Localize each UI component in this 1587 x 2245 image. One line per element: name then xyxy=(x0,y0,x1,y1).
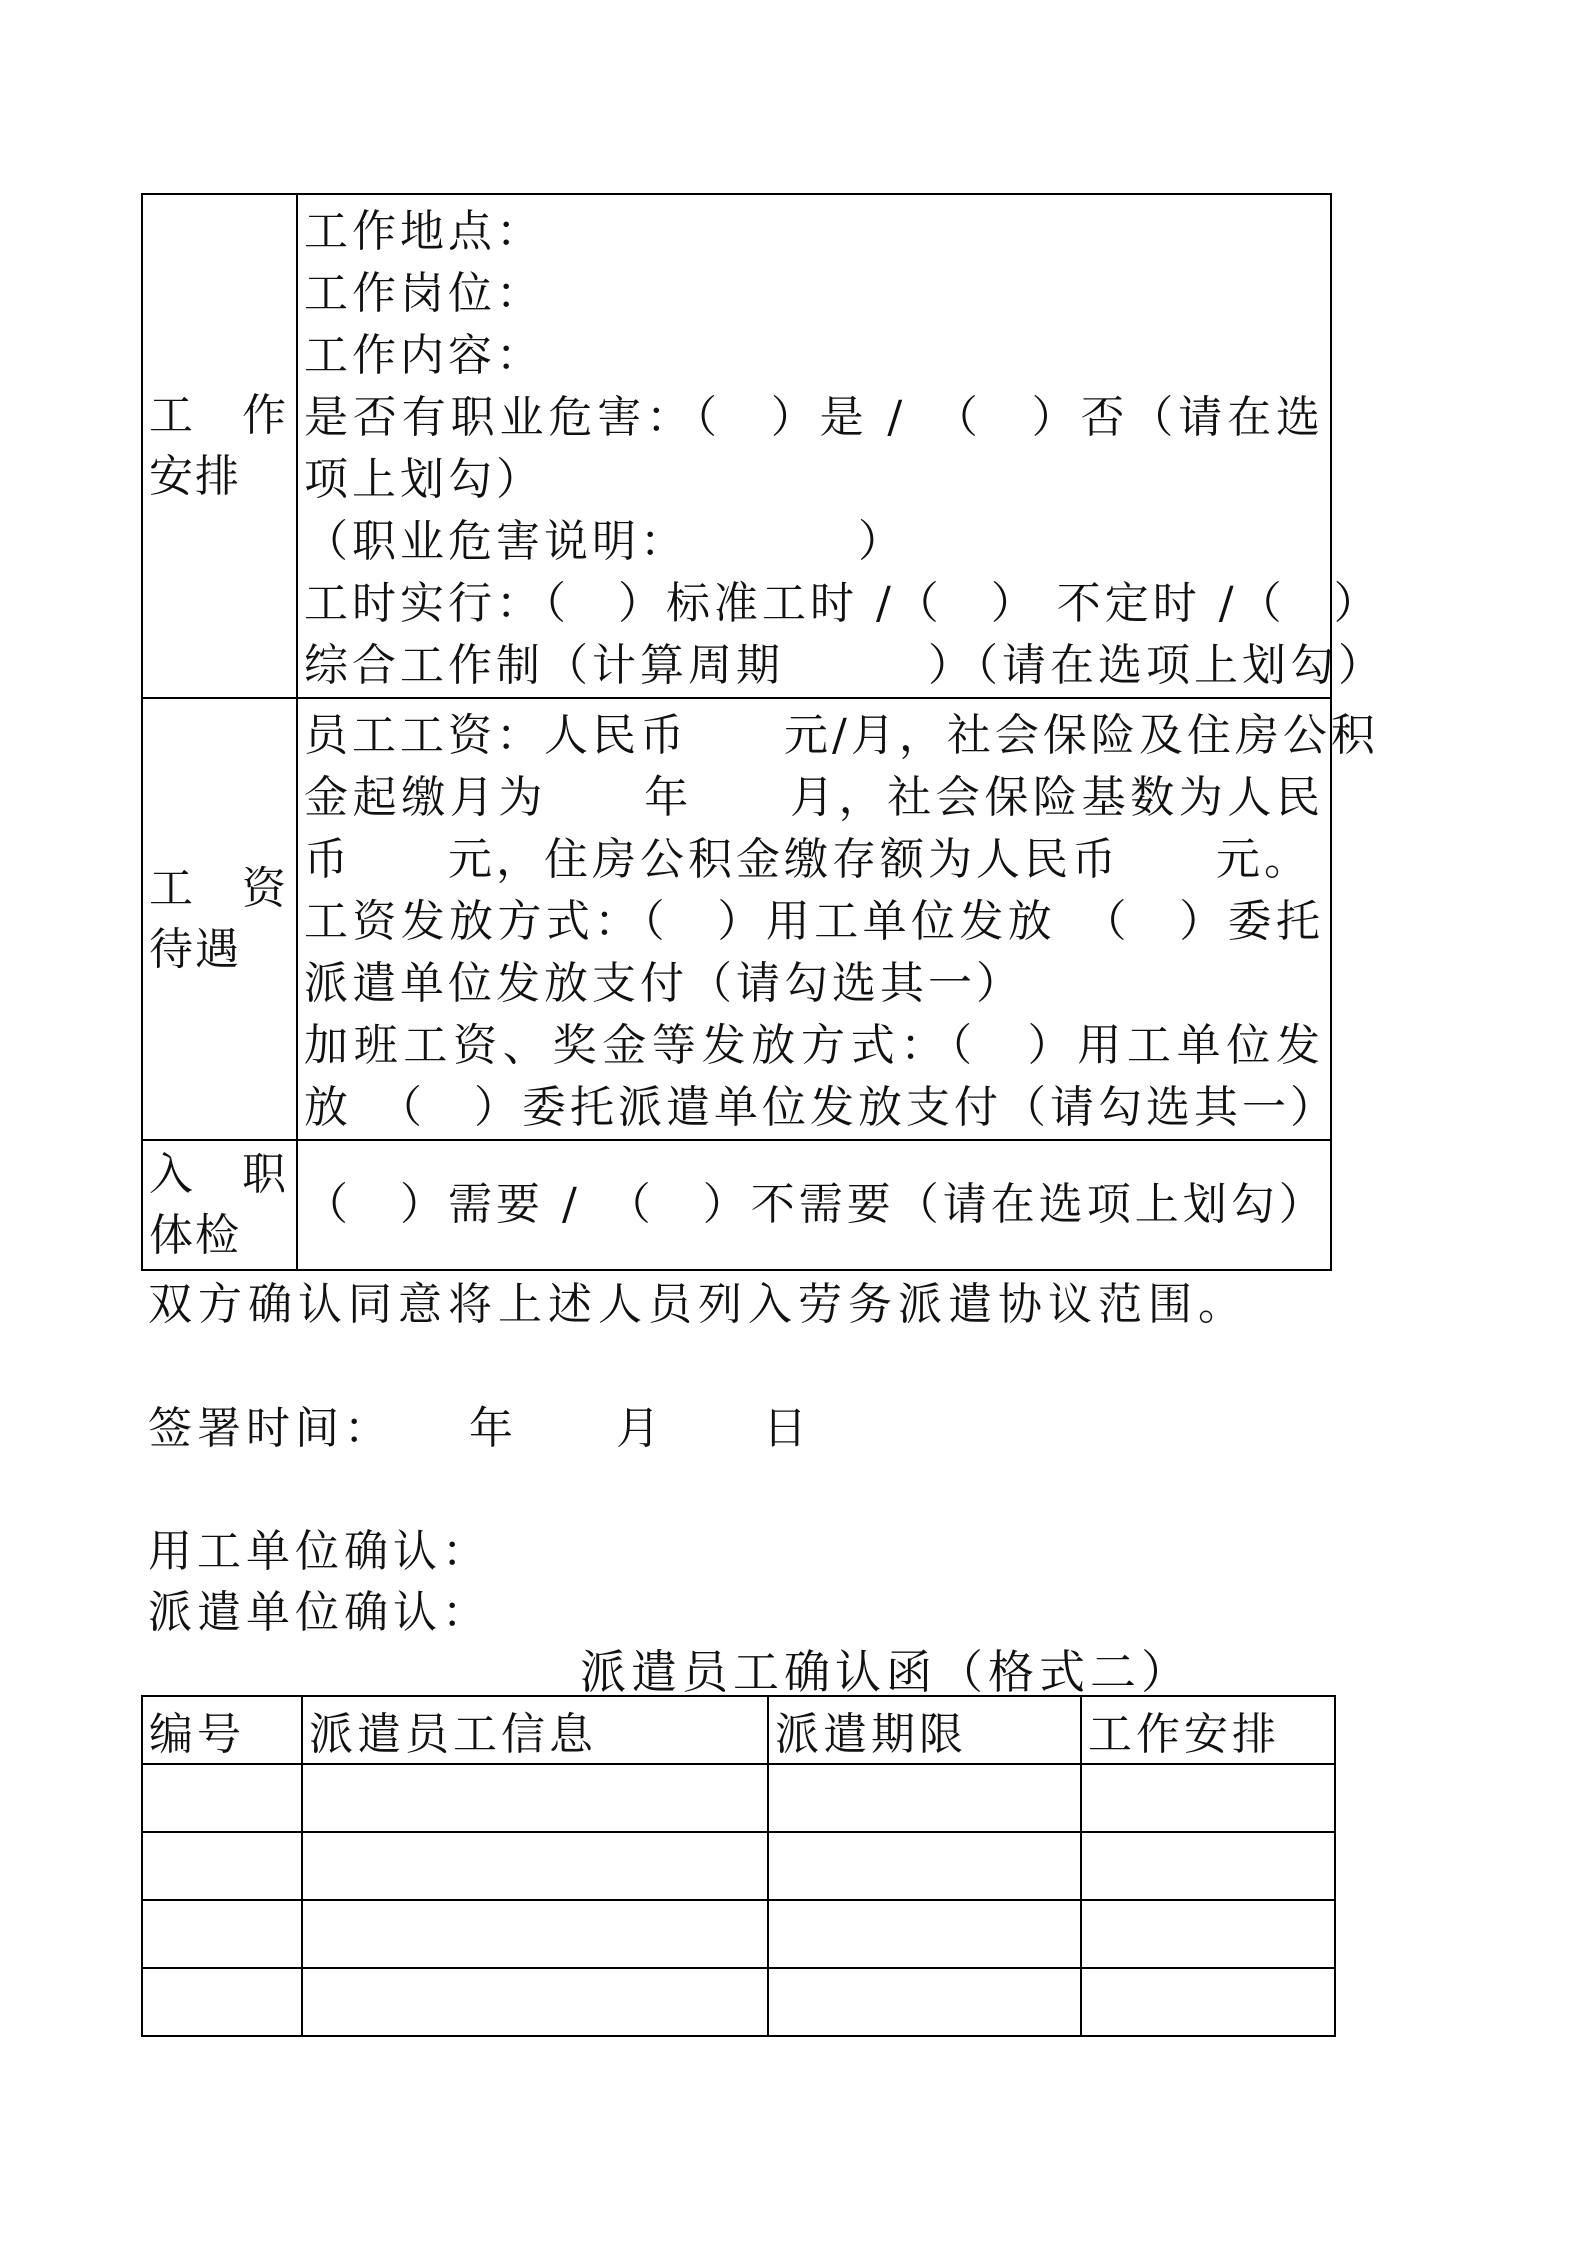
label-char: 作 xyxy=(242,390,288,441)
table-cell[interactable] xyxy=(142,1832,302,1900)
occupational-hazard-line: 是否有职业危害：（ ）是 / （ ）否（请在选 xyxy=(304,392,1324,443)
table-cell[interactable] xyxy=(768,1900,1081,1968)
label-char: 体检 xyxy=(149,1210,241,1261)
label-char: 待遇 xyxy=(149,924,241,975)
table-row xyxy=(142,1832,1335,1900)
table-row xyxy=(142,1764,1335,1832)
table-row xyxy=(142,1900,1335,1968)
table-cell[interactable] xyxy=(142,1900,302,1968)
working-hours-line: 工时实行：（ ）标准工时 /（ ） 不定时 /（ ） xyxy=(304,578,1382,629)
payment-method-line: 工资发放方式：（ ）用工单位发放 （ ）委托 xyxy=(304,896,1324,947)
table-cell[interactable] xyxy=(1081,1900,1335,1968)
label-char: 工 xyxy=(149,863,195,914)
confirmation-table xyxy=(141,1695,1336,2037)
medical-exam-options: （ ）需要 / （ ）不需要（请在选项上划勾） xyxy=(304,1179,1327,1230)
confirm-text: 双方确认同意将上述人员列入劳务派遣协议范围。 xyxy=(148,1279,1248,1330)
salary-line: 币 元，住房公积金缴存额为人民币 元。 xyxy=(304,834,1312,885)
table-cell[interactable] xyxy=(302,1968,768,2036)
table-header-row xyxy=(142,1696,1335,1764)
work-post: 工作岗位： xyxy=(304,268,544,319)
label-char: 工 xyxy=(149,390,195,441)
table-cell[interactable] xyxy=(302,1900,768,1968)
salary-line: 员工工资：人民币 元/月，社会保险及住房公积 xyxy=(304,710,1379,761)
salary-line: 金起缴月为 年 月，社会保险基数为人民 xyxy=(304,772,1324,823)
table-cell[interactable] xyxy=(768,1832,1081,1900)
overtime-payment-line: 加班工资、奖金等发放方式：（ ）用工单位发 xyxy=(304,1020,1324,1071)
table-cell[interactable] xyxy=(302,1764,768,1832)
header-work-arrangement: 工作安排 xyxy=(1081,1696,1335,1764)
label-char: 入 xyxy=(149,1149,195,1200)
salary-row xyxy=(142,698,1331,1140)
label-char: 安排 xyxy=(149,451,241,502)
medical-exam-content xyxy=(297,1140,1331,1270)
table-cell[interactable] xyxy=(142,1968,302,2036)
medical-exam-row xyxy=(142,1140,1331,1270)
label-char: 职 xyxy=(242,1149,288,1200)
dispatcher-confirm: 派遣单位确认： xyxy=(148,1587,491,1638)
hazard-description: （职业危害说明： ） xyxy=(304,516,906,567)
header-employee-info: 派遣员工信息 xyxy=(302,1696,768,1764)
table-cell[interactable] xyxy=(302,1832,768,1900)
employer-confirm: 用工单位确认： xyxy=(148,1526,491,1577)
table-cell[interactable] xyxy=(1081,1764,1335,1832)
overtime-payment-line-2: 放 （ ）委托派遣单位发放支付（请勾选其一） xyxy=(304,1082,1338,1133)
payment-method-line-2: 派遣单位发放支付（请勾选其一） xyxy=(304,958,1024,1009)
work-location: 工作地点： xyxy=(304,206,544,257)
table-cell[interactable] xyxy=(1081,1968,1335,2036)
label-char: 资 xyxy=(242,863,288,914)
table-row xyxy=(142,1968,1335,2036)
medical-exam-label xyxy=(142,1140,297,1270)
table-cell[interactable] xyxy=(142,1764,302,1832)
working-hours-line-2: 综合工作制（计算周期 ）（请在选项上划勾） xyxy=(304,640,1386,691)
work-arrangement-row xyxy=(142,194,1331,698)
sign-time: 签署时间： 年 月 日 xyxy=(148,1403,812,1454)
work-arrangement-content xyxy=(297,194,1386,698)
table-cell[interactable] xyxy=(1081,1832,1335,1900)
table-cell[interactable] xyxy=(768,1764,1081,1832)
occupational-hazard-line-2: 项上划勾） xyxy=(304,454,544,505)
work-content: 工作内容： xyxy=(304,330,544,381)
salary-content xyxy=(297,698,1379,1140)
assignment-form-table xyxy=(141,193,1386,1271)
work-arrangement-label xyxy=(142,194,297,698)
table-cell[interactable] xyxy=(768,1968,1081,2036)
header-dispatch-period: 派遣期限 xyxy=(768,1696,1081,1764)
salary-label xyxy=(142,698,297,1140)
form-title: 派遣员工确认函（格式二） xyxy=(580,1645,1192,1699)
header-number: 编号 xyxy=(142,1696,302,1764)
